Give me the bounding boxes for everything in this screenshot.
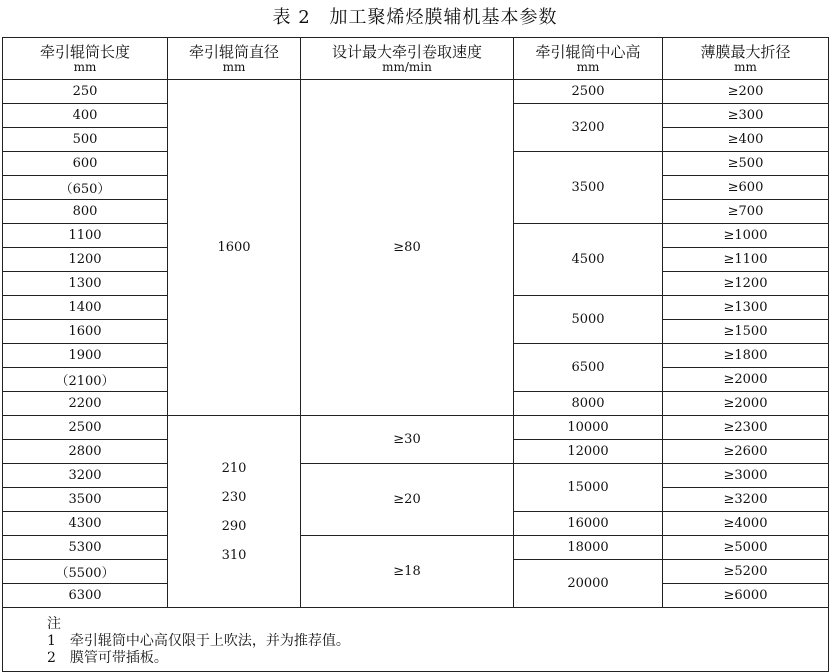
cell-length: 400 — [3, 104, 168, 128]
cell-fold-width: ≥1100 — [663, 248, 829, 272]
table-row — [3, 536, 829, 560]
cell-speed: ≥30 — [301, 416, 514, 464]
cell-speed: ≥20 — [301, 464, 514, 536]
table-row — [3, 464, 829, 488]
cell-fold-width: ≥1200 — [663, 272, 829, 296]
cell-length: 250 — [3, 80, 168, 104]
cell-length: 2800 — [3, 440, 168, 464]
cell-fold-width: ≥2600 — [663, 440, 829, 464]
cell-center-height: 10000 — [514, 416, 663, 440]
cell-length: （2100） — [3, 368, 168, 392]
table-caption: 加工聚烯烃膜辅机基本参数 — [329, 7, 558, 28]
header-length: 牵引辊筒长度 mm — [3, 38, 168, 80]
cell-length: 2500 — [3, 416, 168, 440]
note-item: 2 膜管可带插板。 — [47, 650, 168, 666]
cell-fold-width: ≥5200 — [663, 560, 829, 584]
notes-cell — [3, 608, 829, 672]
diameter-value: 210 — [221, 460, 247, 476]
cell-center-height: 5000 — [514, 296, 663, 344]
cell-fold-width: ≥6000 — [663, 584, 829, 608]
cell-speed: ≥80 — [301, 80, 514, 416]
cell-fold-width: ≥400 — [663, 128, 829, 152]
cell-fold-width: ≥500 — [663, 152, 829, 176]
cell-fold-width: ≥600 — [663, 176, 829, 200]
cell-center-height: 20000 — [514, 560, 663, 608]
cell-center-height: 3200 — [514, 104, 663, 152]
notes-row — [3, 608, 829, 672]
cell-fold-width: ≥1800 — [663, 344, 829, 368]
cell-length: （650） — [3, 176, 168, 200]
cell-length: 3200 — [3, 464, 168, 488]
table-row — [3, 416, 829, 440]
notes-heading: 注 — [47, 616, 61, 632]
cell-center-height: 3500 — [514, 152, 663, 224]
cell-length: 600 — [3, 152, 168, 176]
cell-length: 4300 — [3, 512, 168, 536]
note-item: 1 牵引辊筒中心高仅限于上吹法，并为推荐值。 — [47, 633, 350, 649]
header-center-height: 牵引辊筒中心高 mm — [514, 38, 663, 80]
cell-length: 5300 — [3, 536, 168, 560]
diameter-value: 310 — [221, 547, 247, 563]
cell-length: 1100 — [3, 224, 168, 248]
cell-fold-width: ≥3000 — [663, 464, 829, 488]
cell-length: 2200 — [3, 392, 168, 416]
cell-length: 1900 — [3, 344, 168, 368]
cell-fold-width: ≥2300 — [663, 416, 829, 440]
cell-fold-width: ≥1000 — [663, 224, 829, 248]
cell-fold-width: ≥1500 — [663, 320, 829, 344]
header-fold-width: 薄膜最大折径 mm — [663, 38, 829, 80]
table-title — [0, 4, 830, 32]
cell-fold-width: ≥4000 — [663, 512, 829, 536]
cell-fold-width: ≥1300 — [663, 296, 829, 320]
header-speed: 设计最大牵引卷取速度 mm/min — [301, 38, 514, 80]
cell-diameter-group — [168, 416, 301, 608]
cell-fold-width: ≥700 — [663, 200, 829, 224]
cell-center-height: 6500 — [514, 344, 663, 392]
cell-center-height: 8000 — [514, 392, 663, 416]
cell-fold-width: ≥2000 — [663, 392, 829, 416]
header-diameter: 牵引辊筒直径 mm — [168, 38, 301, 80]
cell-diameter: 1600 — [168, 80, 301, 416]
diameter-value: 290 — [221, 518, 247, 534]
cell-length: （5500） — [3, 560, 168, 584]
cell-length: 1600 — [3, 320, 168, 344]
cell-length: 1400 — [3, 296, 168, 320]
table-number: 表 2 — [272, 7, 311, 28]
cell-center-height: 15000 — [514, 464, 663, 512]
cell-length: 500 — [3, 128, 168, 152]
cell-fold-width: ≥200 — [663, 80, 829, 104]
table-row — [3, 80, 829, 104]
cell-fold-width: ≥3200 — [663, 488, 829, 512]
cell-fold-width: ≥2000 — [663, 368, 829, 392]
cell-speed: ≥18 — [301, 536, 514, 608]
cell-length: 6300 — [3, 584, 168, 608]
cell-center-height: 16000 — [514, 512, 663, 536]
cell-fold-width: ≥300 — [663, 104, 829, 128]
cell-fold-width: ≥5000 — [663, 536, 829, 560]
cell-center-height: 4500 — [514, 224, 663, 296]
cell-length: 1300 — [3, 272, 168, 296]
cell-center-height: 18000 — [514, 536, 663, 560]
cell-length: 3500 — [3, 488, 168, 512]
header-row — [3, 38, 829, 80]
cell-center-height: 2500 — [514, 80, 663, 104]
cell-length: 1200 — [3, 248, 168, 272]
cell-center-height: 12000 — [514, 440, 663, 464]
parameter-table — [2, 37, 829, 672]
cell-length: 800 — [3, 200, 168, 224]
diameter-value: 230 — [221, 489, 247, 505]
